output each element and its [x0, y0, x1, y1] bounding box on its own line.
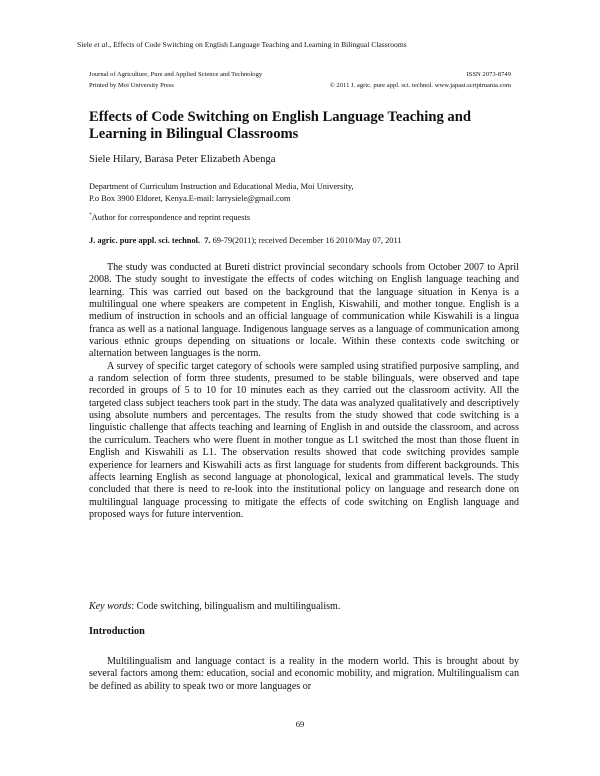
citation [89, 236, 402, 245]
affiliation-line-2: P.o Box 3900 Eldoret, Kenya.E-mail: larrysiele@gmail.com [89, 194, 291, 203]
section-heading-introduction: Introduction [89, 626, 145, 637]
journal-copyright: © 2011 J. agric. pure appl. sci. technol. www.japast.scriptmania.com [329, 81, 511, 89]
introduction-body [89, 656, 519, 693]
running-head [77, 40, 407, 49]
keywords-label: Key words [89, 601, 132, 612]
abstract-paragraph: A survey of specific target category of schools were sampled using stratified purposive sampling, and a random selection of form three students, presumed to be stable bilinguals, were observed and tape recorded in groups of 5 to 10 for 10 minutes each as they carried out the classroom activity. All the targeted class subject teachers took part in the study. The data was analyzed qualitatively and descriptively using absolute numbers and percentages. The results from the study showed that code switching is a linguistic challenge that affects teaching and learning of English in and outside the classroom, and across the curriculum. Teachers who were fluent in mother tongue as L1 switched the most than those fluent in English and Kiswahili as L1. The observation results showed that code switching provides sample experience for learners and Kiswahili acts as first language for students from different backgrounds. This affects learning English as second language at phonological, lexical and grammatical levels. The study concluded that there is need to re-look into the institutional policy on language and research done on multilingual language processing to mitigate the effects of code switching on English language and proposed ways for future intervention. [89, 360, 519, 520]
abstract-paragraph: The study was conducted at Bureti district provincial secondary schools from October 2007 to April 2008. The study sought to investigate the effects of codes witching on English language teaching and learning. This was carried out based on the background that the language situation in Kenya is a multilingual one where speakers are competent in English, Kiswahili, and mother tongue. English is a medium of instruction in schools and an official language of communication while Kiswahili is a lingua franca as well as a national language. Indigenous language serves as a language of communication among various ethnic groups depending on situations or locale. Within these contexts code switching or alternation between languages is the norm. [89, 262, 519, 360]
running-head-etal: et al [94, 40, 108, 49]
correspondence-marker: * [89, 212, 92, 218]
affiliation-line-1: Department of Curriculum Instruction and Educational Media, Moi University, [89, 182, 354, 191]
running-head-author: Siele [77, 40, 93, 49]
correspondence-note [89, 212, 250, 222]
introduction-paragraph: Multilingualism and language contact is a reality in the modern world. This is brought about by several factors among them: education, social and economic mobility, and migration. Multilingualism can be defined as ability to speak two or more languages or [89, 656, 519, 692]
abstract [89, 262, 519, 521]
journal-name: Journal of Agriculture, Pure and Applied Science and Technology [89, 71, 263, 78]
journal-header [89, 70, 517, 91]
citation-journal: J. agric. pure appl. sci. technol. [89, 236, 201, 245]
journal-issn: ISSN 2073-8749 [466, 71, 511, 78]
page-number: 69 [295, 719, 305, 729]
journal-printer: Printed by Moi University Press [89, 81, 174, 89]
keywords [89, 601, 340, 612]
article-title: Effects of Code Switching on English Language Teaching and Learning in Bilingual Classrooms [89, 109, 471, 142]
citation-details: 69-79(2011); received December 16 2010/May 07, 2011 [210, 236, 402, 245]
authors: Siele Hilary, Barasa Peter Elizabeth Abenga [89, 154, 276, 165]
affiliation [89, 181, 354, 205]
correspondence-text: Author for correspondence and reprint requests [91, 212, 251, 222]
keywords-text: : Code switching, bilingualism and multilingualism. [131, 601, 341, 612]
citation-volume: 7. [204, 236, 211, 245]
running-head-title: ., Effects of Code Switching on English Language Teaching and Learning in Bilingual Classrooms [107, 40, 407, 49]
